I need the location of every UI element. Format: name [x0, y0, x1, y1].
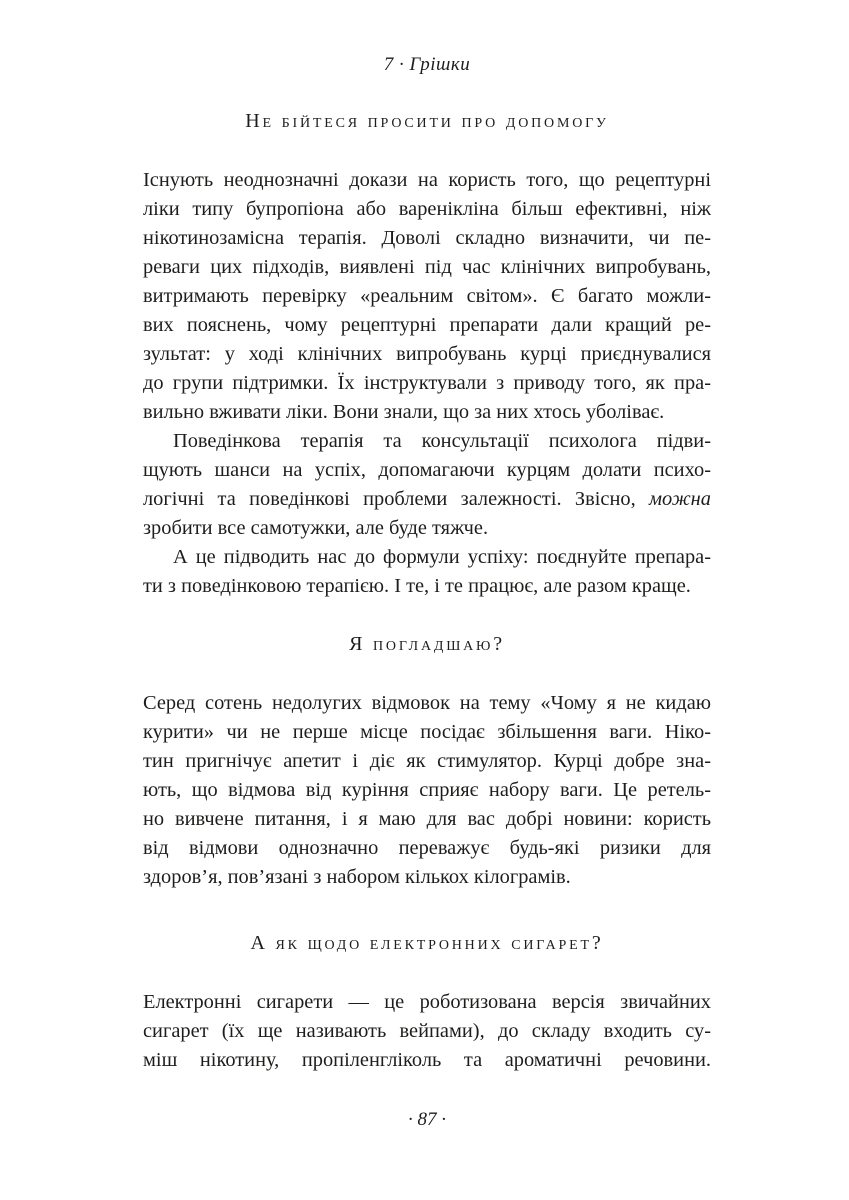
- section-e-cigarettes: [143, 930, 711, 1075]
- text-line: тин пригнічує апетит і діє як стимулятор. Курці добре зна-: [143, 750, 711, 772]
- text-line: А це підводить нас до формули успіху: поєднуйте препара-: [173, 546, 711, 568]
- text-line: ти з поведінковою терапією. І те, і те працює, але разом краще.: [143, 575, 691, 597]
- section-heading: Я погладшаю?: [349, 633, 505, 655]
- text-line: ють, що відмова від куріння сприяє набору ваги. Це ретель-: [143, 779, 711, 801]
- text-line: від відмови однозначно переважує будь-які ризики для: [143, 837, 711, 859]
- section-ask-for-help: [143, 108, 711, 601]
- section-heading: А як щодо електронних сигарет?: [250, 932, 604, 954]
- text-line: Електронні сигарети — це роботизована версія звичайних: [143, 991, 711, 1013]
- section-heading: Не бійтеся просити про допомогу: [245, 110, 609, 132]
- text-line: зультат: у ході клінічних випробувань курці приєднувалися: [143, 343, 711, 365]
- paragraph: [143, 543, 711, 601]
- text-line: вих пояснень, чому рецептурні препарати дали кращий ре-: [143, 314, 711, 336]
- text-line: но вивчене питання, і я маю для вас добрі новини: користь: [143, 808, 711, 830]
- text-line: нікотинозамісна терапія. Доволі складно визначити, чи пе-: [143, 227, 711, 249]
- text-line: реваги цих підходів, виявлені під час клінічних випробувань,: [143, 256, 711, 278]
- paragraph: [143, 988, 711, 1075]
- emphasis-word: можна: [649, 488, 711, 510]
- text-line: міш нікотину, пропіленгліколь та ароматичні речовини.: [143, 1049, 711, 1071]
- running-head: 7 · Грішки: [383, 54, 471, 75]
- text-line: [143, 485, 711, 514]
- text-line: курити» чи не перше місце посідає збільшення ваги. Ніко-: [143, 721, 711, 743]
- book-page: [143, 0, 711, 1200]
- text-line: Існують неоднозначні докази на користь того, що рецептурні: [143, 169, 711, 191]
- text-line: до групи підтримки. Їх інструктували з приводу того, як пра-: [143, 372, 711, 394]
- text-line: зробити все самотужки, але буде тяжче.: [143, 517, 489, 539]
- text-line: сигарет (їх ще називають вейпами), до складу входить су-: [143, 1020, 711, 1042]
- page-number: · 87 ·: [408, 1109, 446, 1130]
- section-weight-gain: [143, 631, 711, 892]
- text-line: щують шанси на успіх, допомагаючи курцям долати психо-: [143, 459, 711, 481]
- paragraph: [143, 689, 711, 892]
- text-line: здоров’я, пов’язані з набором кількох кілограмів.: [143, 866, 571, 888]
- text-line: ліки типу бупропіона або варенікліна більш ефективні, ніж: [143, 198, 711, 220]
- text-line: Серед сотень недолугих відмовок на тему «Чому я не кидаю: [143, 692, 711, 714]
- text-line: вильно вживати ліки. Вони знали, що за них хтось уболіває.: [143, 401, 665, 423]
- paragraph: [143, 166, 711, 427]
- text-fragment: логічні та поведінкові проблеми залежності. Звісно,: [143, 488, 636, 510]
- text-line: Поведінкова терапія та консультації психолога підви-: [173, 430, 711, 452]
- text-line: витримають перевірку «реальним світом». Є багато можли-: [143, 285, 711, 307]
- paragraph: [143, 427, 711, 543]
